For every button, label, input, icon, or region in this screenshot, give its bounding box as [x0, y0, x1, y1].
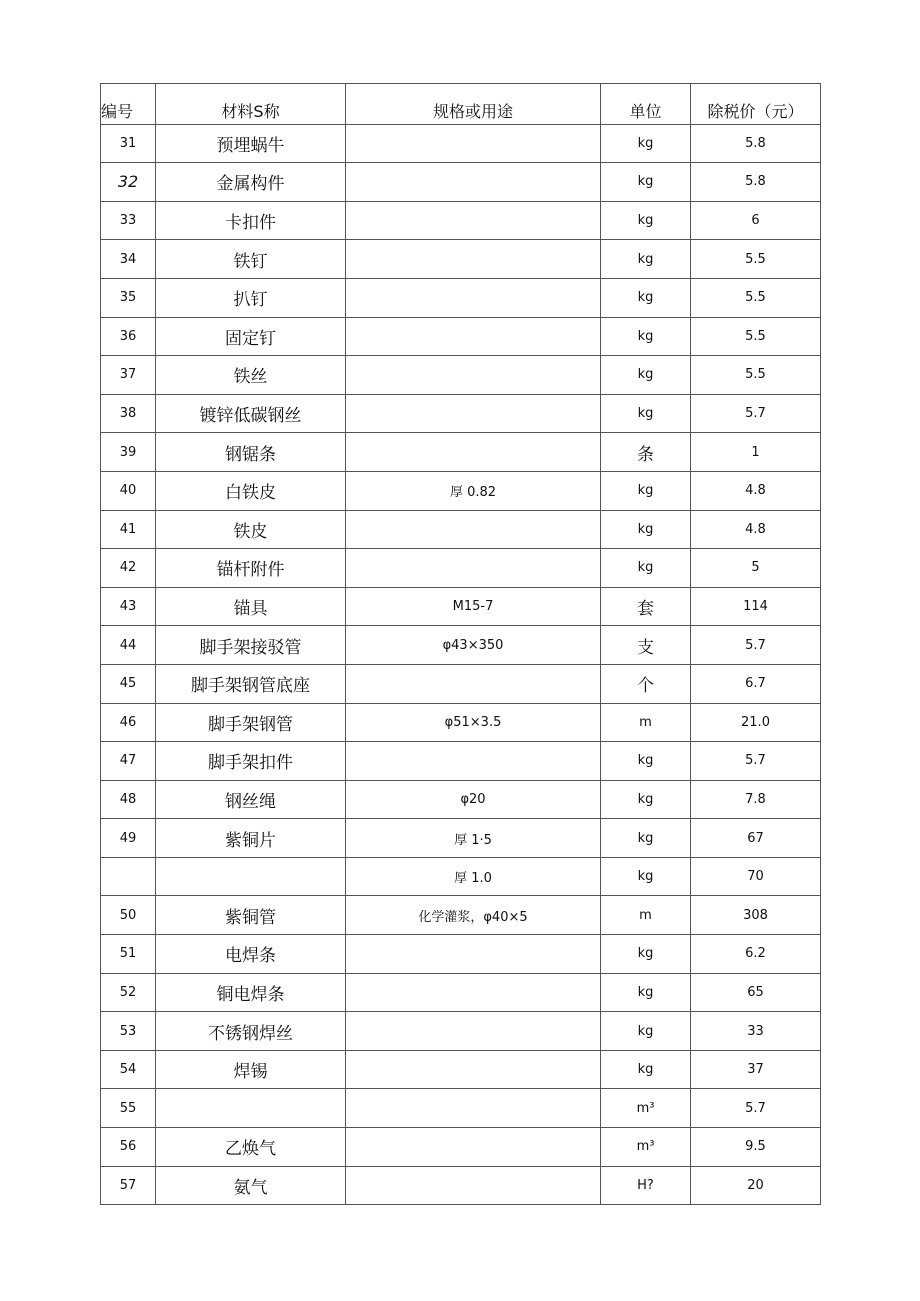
table-row	[101, 356, 821, 395]
cell-spec	[346, 742, 601, 781]
cell-name: 脚手架接驳管	[156, 626, 346, 665]
cell-spec	[346, 394, 601, 433]
cell-price: 5.8	[691, 163, 821, 202]
table-row	[101, 819, 821, 858]
cell-unit: kg	[601, 278, 691, 317]
cell-spec	[346, 163, 601, 202]
header-unit: 单位	[601, 84, 691, 125]
cell-unit: kg	[601, 356, 691, 395]
cell-no: 54	[101, 1050, 156, 1089]
cell-no: 51	[101, 935, 156, 974]
cell-name: 焊锡	[156, 1050, 346, 1089]
cell-price: 5.5	[691, 317, 821, 356]
table-row	[101, 510, 821, 549]
cell-no: 38	[101, 394, 156, 433]
cell-price: 67	[691, 819, 821, 858]
cell-name: 扒钉	[156, 278, 346, 317]
table-row	[101, 1128, 821, 1167]
cell-price: 114	[691, 587, 821, 626]
cell-price: 5.7	[691, 626, 821, 665]
cell-price: 9.5	[691, 1128, 821, 1167]
cell-spec	[346, 664, 601, 703]
cell-no: 50	[101, 896, 156, 935]
table-row	[101, 896, 821, 935]
cell-spec	[346, 124, 601, 163]
cell-no	[101, 857, 156, 896]
cell-spec: 化学灌浆，φ40×5	[346, 896, 601, 935]
cell-spec: 厚 0.82	[346, 471, 601, 510]
cell-unit: 支	[601, 626, 691, 665]
cell-unit: kg	[601, 1012, 691, 1051]
cell-name: 铁丝	[156, 356, 346, 395]
cell-unit: kg	[601, 935, 691, 974]
cell-name: 预埋蜗牛	[156, 124, 346, 163]
cell-spec	[346, 1089, 601, 1128]
header-name: 材料S称	[156, 84, 346, 125]
cell-unit: kg	[601, 819, 691, 858]
cell-spec: φ20	[346, 780, 601, 819]
cell-name: 电焊条	[156, 935, 346, 974]
cell-price: 5.5	[691, 356, 821, 395]
cell-price: 5	[691, 549, 821, 588]
cell-price: 33	[691, 1012, 821, 1051]
cell-spec: φ51×3.5	[346, 703, 601, 742]
table-row	[101, 163, 821, 202]
cell-price: 21.0	[691, 703, 821, 742]
cell-unit: kg	[601, 973, 691, 1012]
cell-unit: kg	[601, 394, 691, 433]
cell-no: 42	[101, 549, 156, 588]
cell-unit: kg	[601, 510, 691, 549]
cell-unit: kg	[601, 857, 691, 896]
table-row	[101, 433, 821, 472]
cell-price: 1	[691, 433, 821, 472]
cell-no: 55	[101, 1089, 156, 1128]
cell-no: 43	[101, 587, 156, 626]
cell-no: 56	[101, 1128, 156, 1167]
cell-unit: 条	[601, 433, 691, 472]
cell-name: 锚具	[156, 587, 346, 626]
table-row	[101, 626, 821, 665]
cell-name: 氨气	[156, 1166, 346, 1205]
cell-no: 37	[101, 356, 156, 395]
cell-no: 44	[101, 626, 156, 665]
cell-spec: φ43×350	[346, 626, 601, 665]
header-row	[101, 84, 821, 125]
cell-price: 5.7	[691, 1089, 821, 1128]
table-row	[101, 1050, 821, 1089]
cell-unit: 个	[601, 664, 691, 703]
table-row	[101, 471, 821, 510]
cell-spec: 厚 1.0	[346, 857, 601, 896]
cell-name: 镀锌低碳钢丝	[156, 394, 346, 433]
cell-price: 7.8	[691, 780, 821, 819]
cell-no: 39	[101, 433, 156, 472]
cell-name	[156, 857, 346, 896]
cell-unit: kg	[601, 240, 691, 279]
cell-unit: kg	[601, 124, 691, 163]
cell-unit: kg	[601, 201, 691, 240]
cell-no: 40	[101, 471, 156, 510]
table-row	[101, 201, 821, 240]
cell-no: 33	[101, 201, 156, 240]
cell-spec	[346, 510, 601, 549]
table-row	[101, 587, 821, 626]
cell-unit: m	[601, 703, 691, 742]
cell-spec: M15-7	[346, 587, 601, 626]
cell-price: 5.7	[691, 742, 821, 781]
cell-spec	[346, 973, 601, 1012]
cell-price: 6	[691, 201, 821, 240]
cell-spec	[346, 1128, 601, 1167]
table-row	[101, 1089, 821, 1128]
cell-unit: kg	[601, 317, 691, 356]
cell-no: 32	[101, 163, 156, 202]
cell-no: 35	[101, 278, 156, 317]
cell-unit: m³	[601, 1128, 691, 1167]
cell-price: 20	[691, 1166, 821, 1205]
cell-name: 紫铜管	[156, 896, 346, 935]
cell-spec	[346, 278, 601, 317]
cell-spec	[346, 1166, 601, 1205]
header-spec: 规格或用途	[346, 84, 601, 125]
cell-spec	[346, 356, 601, 395]
cell-spec	[346, 549, 601, 588]
cell-spec	[346, 201, 601, 240]
cell-name: 脚手架钢管底座	[156, 664, 346, 703]
table-row	[101, 394, 821, 433]
table-row	[101, 664, 821, 703]
cell-unit: kg	[601, 471, 691, 510]
cell-price: 70	[691, 857, 821, 896]
cell-price: 6.7	[691, 664, 821, 703]
header-price: 除税价（元）	[691, 84, 821, 125]
cell-price: 5.5	[691, 278, 821, 317]
cell-price: 5.8	[691, 124, 821, 163]
cell-price: 5.7	[691, 394, 821, 433]
cell-no: 47	[101, 742, 156, 781]
cell-unit: 套	[601, 587, 691, 626]
header-no: 编号	[101, 84, 156, 125]
cell-unit: kg	[601, 549, 691, 588]
cell-name: 金属构件	[156, 163, 346, 202]
cell-price: 308	[691, 896, 821, 935]
cell-unit: kg	[601, 742, 691, 781]
table-row	[101, 857, 821, 896]
cell-no: 36	[101, 317, 156, 356]
table-row	[101, 549, 821, 588]
cell-price: 37	[691, 1050, 821, 1089]
cell-price: 4.8	[691, 510, 821, 549]
cell-unit: m³	[601, 1089, 691, 1128]
table-body	[101, 124, 821, 1205]
cell-no: 49	[101, 819, 156, 858]
cell-spec	[346, 1050, 601, 1089]
cell-price: 4.8	[691, 471, 821, 510]
cell-unit: m	[601, 896, 691, 935]
cell-no: 48	[101, 780, 156, 819]
cell-unit: kg	[601, 780, 691, 819]
cell-no: 34	[101, 240, 156, 279]
cell-name: 脚手架钢管	[156, 703, 346, 742]
table-row	[101, 1012, 821, 1051]
table-row	[101, 1166, 821, 1205]
cell-no: 46	[101, 703, 156, 742]
cell-no: 31	[101, 124, 156, 163]
cell-no: 52	[101, 973, 156, 1012]
cell-name: 铜电焊条	[156, 973, 346, 1012]
cell-name: 钢丝绳	[156, 780, 346, 819]
cell-no: 45	[101, 664, 156, 703]
cell-no: 57	[101, 1166, 156, 1205]
cell-name: 钢锯条	[156, 433, 346, 472]
cell-name: 铁钉	[156, 240, 346, 279]
table-row	[101, 278, 821, 317]
cell-name: 脚手架扣件	[156, 742, 346, 781]
material-price-table	[100, 83, 821, 1205]
cell-no: 41	[101, 510, 156, 549]
table-row	[101, 973, 821, 1012]
cell-no: 53	[101, 1012, 156, 1051]
cell-name: 锚杆附件	[156, 549, 346, 588]
cell-name: 不锈钢焊丝	[156, 1012, 346, 1051]
table-row	[101, 780, 821, 819]
cell-name: 固定钉	[156, 317, 346, 356]
table-row	[101, 935, 821, 974]
cell-price: 65	[691, 973, 821, 1012]
cell-unit: kg	[601, 1050, 691, 1089]
cell-spec	[346, 317, 601, 356]
cell-name: 铁皮	[156, 510, 346, 549]
cell-spec	[346, 433, 601, 472]
table-row	[101, 124, 821, 163]
cell-name: 白铁皮	[156, 471, 346, 510]
cell-name: 卡扣件	[156, 201, 346, 240]
cell-spec	[346, 240, 601, 279]
cell-price: 6.2	[691, 935, 821, 974]
table-row	[101, 240, 821, 279]
cell-name: 紫铜片	[156, 819, 346, 858]
cell-name	[156, 1089, 346, 1128]
cell-name: 乙焕气	[156, 1128, 346, 1167]
cell-spec: 厚 1·5	[346, 819, 601, 858]
table-row	[101, 317, 821, 356]
cell-unit: H?	[601, 1166, 691, 1205]
cell-spec	[346, 935, 601, 974]
cell-spec	[346, 1012, 601, 1051]
table-row	[101, 703, 821, 742]
cell-unit: kg	[601, 163, 691, 202]
table-row	[101, 742, 821, 781]
cell-price: 5.5	[691, 240, 821, 279]
